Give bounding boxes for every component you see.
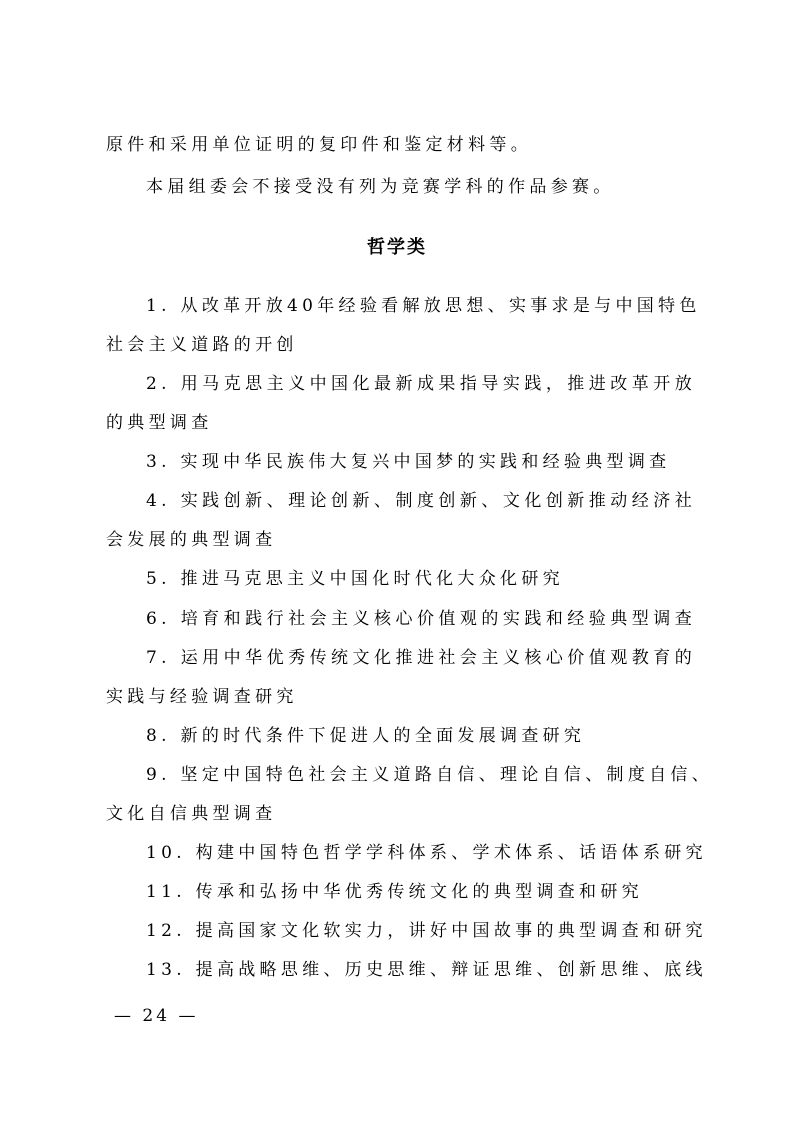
item-6-line-1: 6. 培育和践行社会主义核心价值观的实践和经验典型调查 <box>146 609 696 629</box>
intro-line-2: 本届组委会不接受没有列为竞赛学科的作品参赛。 <box>146 177 615 197</box>
item-7-line-2: 实践与经验调查研究 <box>106 687 298 707</box>
item-1-line-2: 社会主义道路的开创 <box>106 335 298 355</box>
item-11-line-1: 11. 传承和弘扬中华优秀传统文化的典型调查和研究 <box>146 882 643 902</box>
page-number: — 24 — <box>114 1006 199 1026</box>
section-heading: 哲学类 <box>367 237 427 258</box>
item-4-line-1: 4. 实践创新、理论创新、制度创新、文化创新推动经济社 <box>146 491 696 511</box>
intro-line-1: 原件和采用单位证明的复印件和鉴定材料等。 <box>106 135 532 155</box>
item-2-line-1: 2. 用马克思主义中国化最新成果指导实践，推进改革开放 <box>146 374 696 394</box>
item-2-line-2: 的典型调查 <box>106 413 213 433</box>
item-7-line-1: 7. 运用中华优秀传统文化推进社会主义核心价值观教育的 <box>146 648 696 668</box>
item-10-line-1: 10. 构建中国特色哲学学科体系、学术体系、话语体系研究 <box>146 843 707 863</box>
item-12-line-1: 12. 提高国家文化软实力，讲好中国故事的典型调查和研究 <box>146 921 707 941</box>
item-5-line-1: 5. 推进马克思主义中国化时代化大众化研究 <box>146 569 564 589</box>
item-13-line-1: 13. 提高战略思维、历史思维、辩证思维、创新思维、底线 <box>146 960 707 980</box>
item-8-line-1: 8. 新的时代条件下促进人的全面发展调查研究 <box>146 726 586 746</box>
item-9-line-2: 文化自信典型调查 <box>106 804 277 824</box>
item-3-line-1: 3. 实现中华民族伟大复兴中国梦的实践和经验典型调查 <box>146 452 671 472</box>
item-4-line-2: 会发展的典型调查 <box>106 530 277 550</box>
item-1-line-1: 1. 从改革开放40年经验看解放思想、实事求是与中国特色 <box>146 296 701 316</box>
item-9-line-1: 9. 坚定中国特色社会主义道路自信、理论自信、制度自信、 <box>146 765 714 785</box>
